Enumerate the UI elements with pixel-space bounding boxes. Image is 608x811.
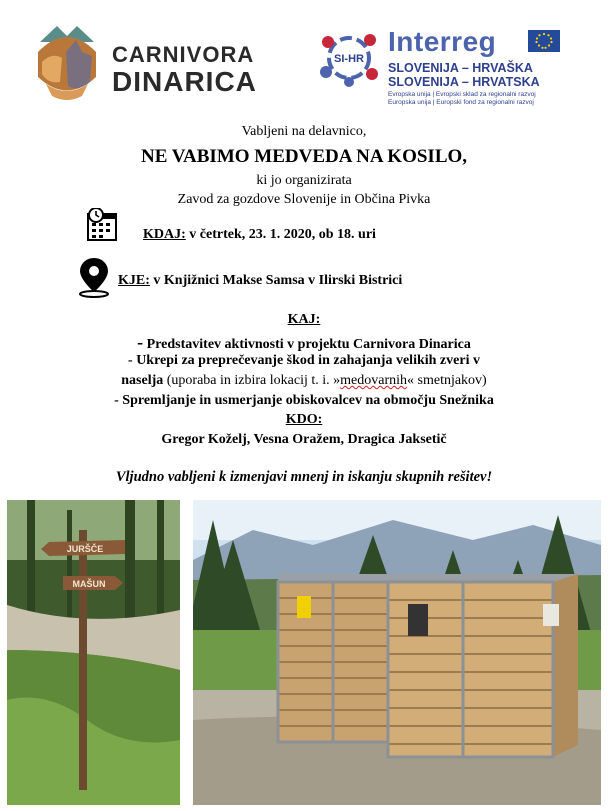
where-label: KJE: (118, 273, 150, 288)
who-names: Gregor Koželj, Vesna Oražem, Dragica Jaksetič (161, 432, 447, 447)
what-item-2-bold: naselja (121, 373, 164, 388)
signpost-photo (7, 500, 180, 805)
what-item-1-text: Predstavitev aktivnosti v projektu Carnivora Dinarica (143, 337, 471, 352)
interreg-title: Interreg (388, 26, 497, 57)
where-text: v Knjižnici Makse Samsa v Ilirski Bistrici (149, 273, 403, 288)
interreg-fund-line2: Europska unija | Europski fond za regionalni razvoj (388, 99, 534, 107)
invite-intro: Vabljeni na delavnico, (241, 124, 367, 139)
what-item-3: - Spremljanje in usmerjanje obiskovalcev na območju Snežnika (114, 393, 494, 408)
organized-by: ki jo organizirata (256, 173, 352, 188)
who-label: KDO: (285, 412, 323, 427)
what-item-2-wavy: medovarnih (340, 373, 408, 388)
what-item-2-cont (0, 373, 608, 389)
what-item-2-pre: (uporaba in izbira lokacij t. i. » (163, 373, 341, 388)
closing-line: Vljudno vabljeni k izmenjavi mnenj in iskanju skupnih rešitev! (115, 469, 493, 485)
si-hr-program-logo (318, 28, 380, 88)
eu-flag-icon (528, 30, 560, 52)
interreg-fund-line1: Evropska unija | Evropski sklad za regionalni razvoj (388, 90, 536, 98)
when-text: v četrtek, 23. 1. 2020, ob 18. uri (185, 227, 376, 242)
where-row (118, 273, 402, 289)
calendar-clock-icon (85, 208, 119, 242)
carnivora-dinarica-wordmark (112, 44, 257, 96)
what-label: KAJ: (287, 312, 321, 327)
sign-masun: MAŠUN (72, 579, 106, 589)
bear-proof-bins-photo (193, 500, 601, 805)
location-pin-icon (76, 256, 112, 298)
what-item-1-dash: - (137, 332, 144, 352)
what-item-2-post: « smetnjakov) (407, 373, 487, 388)
when-label: KDAJ: (143, 227, 186, 242)
what-item-1 (0, 332, 608, 353)
sign-jursce: JURŠČE (66, 544, 104, 554)
event-title: NE VABIMO MEDVEDA NA KOSILO, (140, 146, 468, 167)
carnivora-word: CARNIVORA (112, 42, 255, 67)
si-hr-label: SI-HR (334, 53, 364, 65)
carnivora-dinarica-logo (32, 22, 102, 102)
organizers: Zavod za gozdove Slovenije in Občina Pivka (177, 192, 431, 207)
interreg-country-slo-hr: SLOVENIJA – HRVAŠKA (388, 61, 533, 75)
when-row (143, 227, 376, 243)
interreg-logo (388, 28, 578, 108)
dinarica-word: DINARICA (112, 66, 257, 97)
interreg-country-slo-hrv: SLOVENIJA – HRVATSKA (388, 75, 540, 90)
what-item-2: - Ukrepi za preprečevanje škod in zahajanja velikih zveri v (128, 353, 480, 368)
